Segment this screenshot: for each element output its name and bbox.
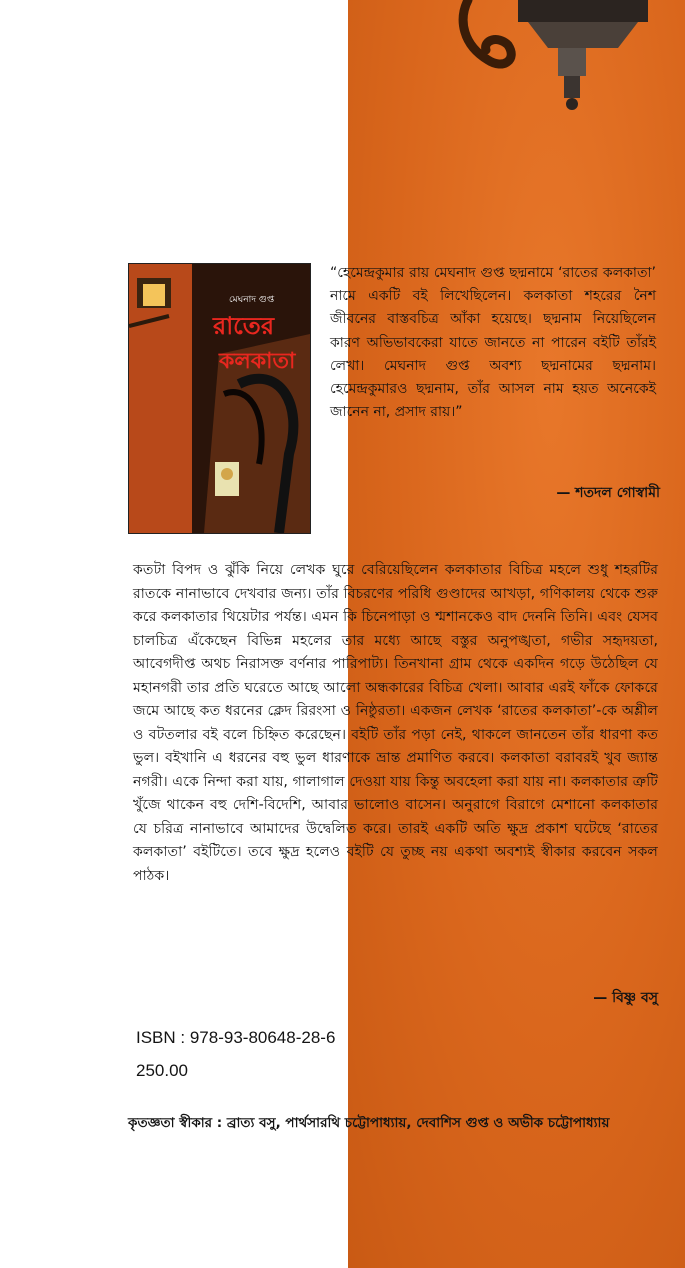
cover-title-line1: রাতের bbox=[213, 312, 275, 340]
isbn-text: ISBN : 978-93-80648-28-6 bbox=[136, 1028, 336, 1047]
cover-title-line2: কলকাতা bbox=[219, 349, 296, 374]
acknowledgement-text: কৃতজ্ঞতা স্বীকার : ব্রাত্য বসু, পার্থসারথি চট্টোপাধ্যায়, দেবাশিস গুপ্ত ও অভীক চট্টোপাধ্যায় bbox=[128, 1115, 610, 1131]
cover-author: মেঘনাদ গুপ্ত bbox=[229, 295, 275, 305]
lamp-illustration bbox=[448, 0, 685, 112]
quote-attribution: — শতদল গোস্বামী bbox=[556, 485, 660, 501]
blurb-quote: “হেমেন্দ্রকুমার রায় মেঘনাদ গুপ্ত ছদ্মনামে ‘রাতের কলকাতা’ নামে একটি বই লিখেছিলেন। কলকাতা শহরের নৈশ জীবনের বাস্তবচিত্র আঁকা হয়েছে। ছদ্মনাম নিয়েছিলেন কারণ অভিভাবকেরা যাতে জানতে না পারেন বইটি তাঁরই লেখা। মেঘনাদ গুপ্ত অবশ্য ছদ্মনামের ছদ্মনাম। হেমেন্দ্রকুমারও ছদ্মনাম, তাঁর আসল নাম হয়ত অনেকেই জানেন না, প্রসাদ রায়।” bbox=[330, 265, 656, 421]
blurb-body: কতটা বিপদ ও ঝুঁকি নিয়ে লেখক ঘুরে বেরিয়েছিলেন কলকাতার বিচিত্র মহলে শুধু শহরটির রাতকে নানাভাবে দেখবার জন্য। তাঁর বিচরণের পরিধি গুণ্ডাদের আখড়া, গণিকালয় থেকে শুরু করে কলকাতার থিয়েটার পর্যন্ত। এমন কি চিনেপাড়া ও শ্মশানকেও বাদ দেননি তিনি। এবং যেসব চালচিত্র এঁকেছেন বিভিন্ন মহলের তার মধ্যে আছে বস্তুর অনুপঙ্খতা, গভীর সহৃদয়তা, আবেগদীপ্ত অথচ নিরাসক্ত বর্ণনার পারিপাট্য। তিনখানা গ্রাম থেকে একদিন গড়ে উঠেছিল যে মহানগরী তার প্রতি ঘরেতে আছে আলো অন্ধকারের বিচিত্র খেলা। আবার এরই ফাঁকে ফোকরে জমে আছে কত ধরনের ক্লেদ রিরংসা ও নিষ্ঠুরতা। একজন লেখক ‘রাতের কলকাতা’-কে অশ্লীল ও বটতলার বই বলে চিহ্নিত করেছেন। বইটি তাঁর পড়া নেই, থাকলে জানতেন তাঁর ধারণা কত ভুল। বইখানি এ ধরনের বহু ভুল ধারণাকে ভ্রান্ত প্রমাণিত করবে। কলকাতা বরাবরই খুব জ্যান্ত নগরী। একে নিন্দা করা যায়, গালাগাল দেওয়া যায় কিন্তু অবহেলা করা যায় না। কলকাতার ত্রুটি খুঁজে থাকেন বহু দেশি-বিদেশি, আবার ভালোও বাসেন। অনুরাগে বিরাগে মেশানো কলকাতার যে চরিত্র নানাভাবে আমাদের উদ্বেলিত করে। তারই একটি অতি ক্ষুদ্র প্রকাশ ঘটেছে ‘রাতের কলকাতা’ বইটিতে। তবে ক্ষুদ্র হলেও বইটি যে তুচ্ছ নয় একথা অবশ্যই স্বীকার করবেন সকল পাঠক। bbox=[133, 562, 658, 884]
price-text: 250.00 bbox=[136, 1061, 188, 1080]
book-cover-image bbox=[129, 264, 310, 533]
body-attribution: — বিষ্ণু বসু bbox=[593, 990, 658, 1006]
